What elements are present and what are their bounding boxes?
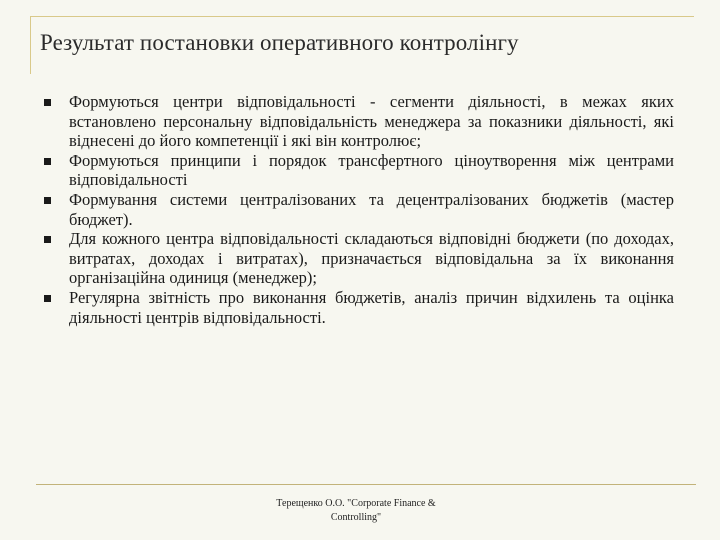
footer-credit <box>236 497 476 525</box>
bullet-text: Регулярна звітність про виконання бюджетів, аналіз причин відхилень та оцінка діяльності центрів відповідальності. <box>69 287 674 327</box>
footer-divider <box>36 484 696 485</box>
square-bullet-icon <box>44 99 51 106</box>
top-border-line <box>30 16 694 17</box>
left-border-line <box>30 16 31 74</box>
bullet-text: Формуються центри відповідальності - сегменти діяльності, в межах яких встановлено персональну відповідальність менеджера за показники діяльності, які віднесені до його компетенції і які він контролює; <box>69 92 674 151</box>
bullet-item <box>38 92 674 151</box>
bullet-list <box>38 92 674 327</box>
bullet-text: Формування системи централізованих та децентралізованих бюджетів (мастер бюджет). <box>69 189 674 229</box>
slide-title: Результат постановки оперативного контролінгу <box>40 30 519 55</box>
bullet-text: Для кожного центра відповідальності складаються відповідні бюджети (по доходах, витратах, доходах і витратах), призначається відповідальна за їх виконання організаційна одиниця (менеджер); <box>69 229 674 288</box>
footer-line-1: Терещенко О.О. "Corporate Finance & <box>276 498 436 509</box>
footer-line-2: Controlling" <box>330 512 382 523</box>
square-bullet-icon <box>44 197 51 204</box>
bullet-item <box>38 288 674 327</box>
bullet-item <box>38 229 674 288</box>
bullet-item <box>38 151 674 190</box>
square-bullet-icon <box>44 158 51 165</box>
square-bullet-icon <box>44 295 51 302</box>
bullet-text: Формуються принципи і порядок трансфертного ціноутворення між центрами відповідальності <box>69 150 674 190</box>
square-bullet-icon <box>44 236 51 243</box>
bullet-item <box>38 190 674 229</box>
